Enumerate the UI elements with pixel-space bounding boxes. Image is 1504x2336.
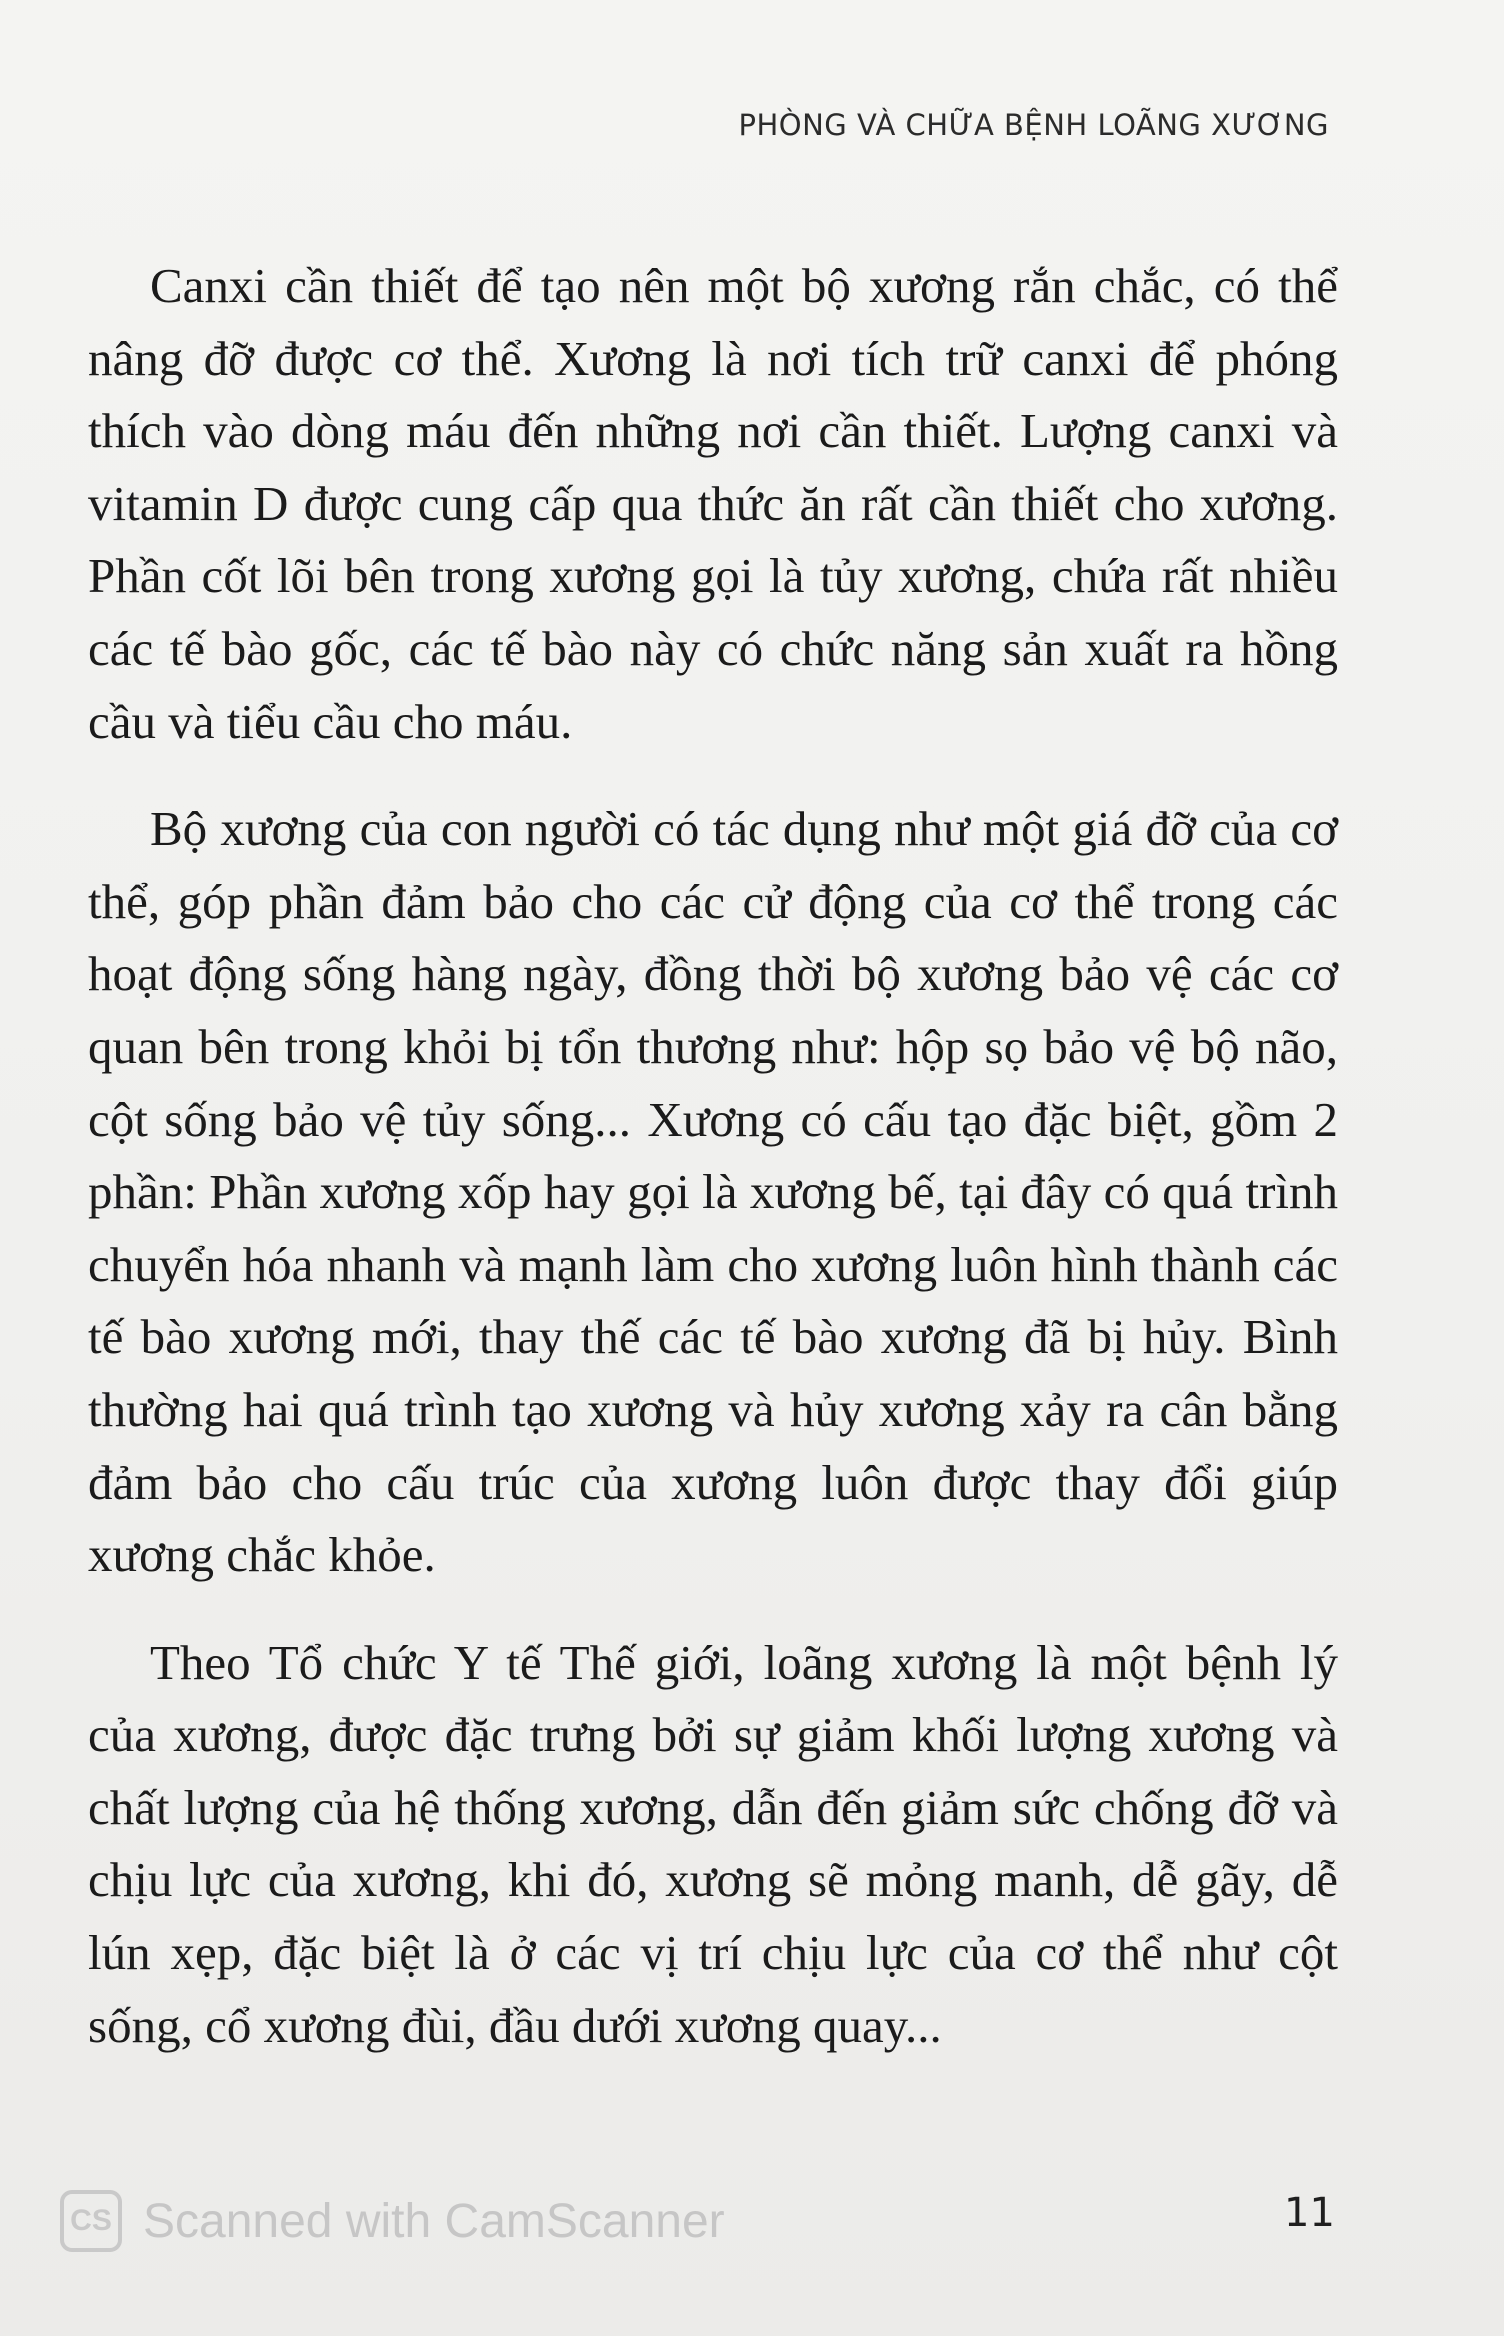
paragraph-2: Bộ xương của con người có tác dụng như một giá đỡ của cơ thể, góp phần đảm bảo cho các cử động của cơ thể trong các hoạt động sống hàng ngày, đồng thời bộ xương bảo vệ các cơ quan bên trong khỏi bị tổn thương như: hộp sọ bảo vệ bộ não, cột sống bảo vệ tủy sống... Xương có cấu tạo đặc biệt, gồm 2 phần: Phần xương xốp hay gọi là xương bế, tại đây có quá trình chuyển hóa nhanh và mạnh làm cho xương luôn hình thành các tế bào xương mới, thay thế các tế bào xương đã bị hủy. Bình thường hai quá trình tạo xương và hủy xương xảy ra cân bằng đảm bảo cho cấu trúc của xương luôn được thay đổi giúp xương chắc khỏe. bbox=[88, 801, 1338, 1583]
running-header: PHÒNG VÀ CHỮA BỆNH LOÃNG XƯƠNG bbox=[738, 108, 1329, 142]
camscanner-logo-icon: CS bbox=[60, 2190, 122, 2252]
page-footer bbox=[0, 2190, 1504, 2290]
paragraph-3: Theo Tổ chức Y tế Thế giới, loãng xương là một bệnh lý của xương, được đặc trưng bởi sự giảm khối lượng xương và chất lượng của hệ thống xương, dẫn đến giảm sức chống đỡ và chịu lực của xương, khi đó, xương sẽ mỏng manh, dễ gãy, dễ lún xẹp, đặc biệt là ở các vị trí chịu lực của cơ thể như cột sống, cổ xương đùi, đầu dưới xương quay... bbox=[88, 1634, 1338, 2053]
scanner-watermark: Scanned with CamScanner bbox=[143, 2195, 725, 2248]
page-number: 11 bbox=[1284, 2190, 1335, 2236]
paragraph-1: Canxi cần thiết để tạo nên một bộ xương rắn chắc, có thể nâng đỡ được cơ thể. Xương là nơi tích trữ canxi để phóng thích vào dòng máu đến những nơi cần thiết. Lượng canxi và vitamin D được cung cấp qua thức ăn rất cần thiết cho xương. Phần cốt lõi bên trong xương gọi là tủy xương, chứa rất nhiều các tế bào gốc, các tế bào này có chức năng sản xuất ra hồng cầu và tiểu cầu cho máu. bbox=[88, 258, 1338, 749]
body-text bbox=[88, 250, 1338, 2097]
